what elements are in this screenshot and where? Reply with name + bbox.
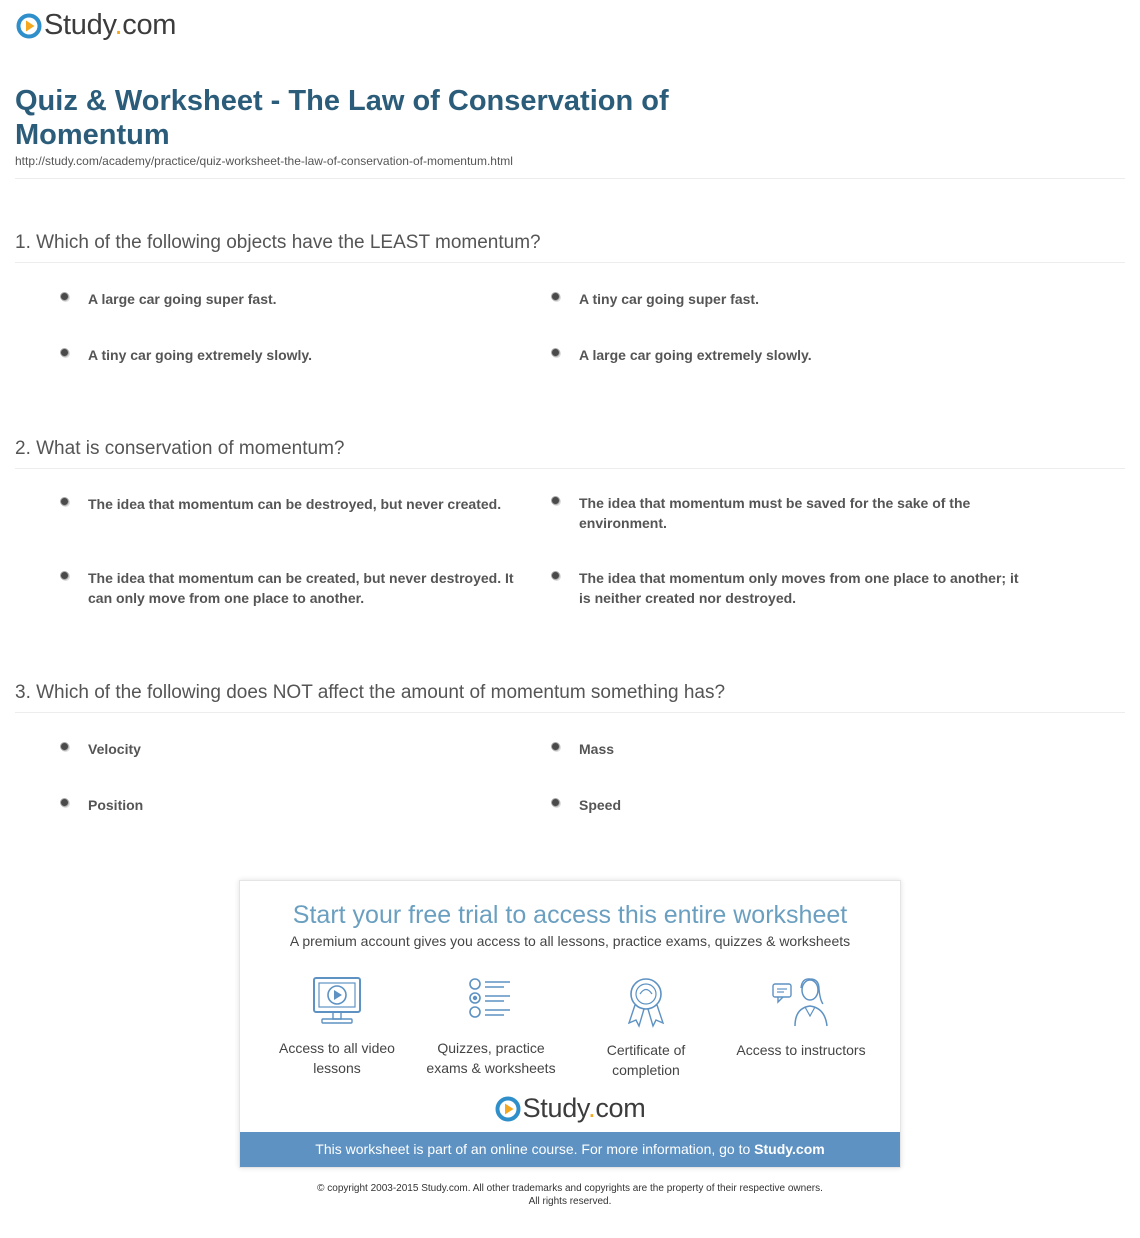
radio-icon[interactable] <box>551 742 560 751</box>
question-3-option-d[interactable] <box>551 795 1021 815</box>
promo-study-logo[interactable] <box>240 1093 900 1124</box>
option-label: The idea that momentum can be destroyed, but never created. <box>88 496 502 512</box>
feature-label: Quizzes, practice exams & worksheets <box>426 1040 556 1076</box>
question-1-text: 1. Which of the following objects have the LEAST momentum? <box>15 232 541 253</box>
promo-headline[interactable]: Start your free trial to access this entire worksheet <box>292 901 848 929</box>
option-label: Mass <box>579 741 615 757</box>
feature-label: Certificate of completion <box>606 1042 686 1078</box>
question-2-option-d[interactable] <box>551 568 1026 608</box>
page-url: http://study.com/academy/practice/quiz-worksheet-the-law-of-conservation-of-momentum.html <box>15 154 513 168</box>
study-logo[interactable] <box>16 9 176 42</box>
radio-icon[interactable] <box>60 497 69 506</box>
option-label: Speed <box>579 797 622 813</box>
option-label: The idea that momentum only moves from one place to another; it is neither created nor destroyed. <box>579 570 1019 606</box>
radio-icon[interactable] <box>551 798 560 807</box>
option-label: The idea that momentum must be saved for the sake of the environment. <box>579 495 971 531</box>
question-1-option-a[interactable] <box>60 289 520 309</box>
divider <box>15 712 1125 713</box>
divider <box>15 262 1125 263</box>
play-circle-logo-icon <box>495 1096 521 1122</box>
copyright-footer <box>0 1182 1140 1208</box>
radio-icon[interactable] <box>60 292 69 301</box>
radio-icon[interactable] <box>551 348 560 357</box>
option-label: A tiny car going super fast. <box>579 291 759 307</box>
option-label: Velocity <box>88 741 141 757</box>
radio-icon[interactable] <box>551 496 560 505</box>
rights-line: All rights reserved. <box>528 1196 612 1207</box>
logo-wordmark: Study.com <box>44 9 177 41</box>
banner-text: This worksheet is part of an online course. For more information, go to <box>315 1141 755 1157</box>
question-2-option-c[interactable] <box>60 568 530 608</box>
option-label: A tiny car going extremely slowly. <box>88 347 313 363</box>
free-trial-promo <box>239 880 901 1168</box>
certificate-icon <box>619 976 673 1028</box>
question-3-option-c[interactable] <box>60 795 520 815</box>
feature-instructors <box>726 976 876 1060</box>
radio-icon[interactable] <box>60 742 69 751</box>
feature-quizzes <box>416 976 566 1078</box>
feature-certificate <box>571 976 721 1080</box>
option-label: The idea that momentum can be created, but never destroyed. It can only move from one place to another. <box>88 570 514 606</box>
quiz-list-icon <box>464 976 518 1026</box>
question-2-option-a[interactable] <box>60 494 520 514</box>
question-1-option-b[interactable] <box>551 289 1021 309</box>
question-3-option-a[interactable] <box>60 739 520 759</box>
radio-icon[interactable] <box>60 348 69 357</box>
instructor-icon <box>771 976 831 1028</box>
option-label: A large car going extremely slowly. <box>579 347 812 363</box>
question-1-option-c[interactable] <box>60 345 520 365</box>
question-2-text: 2. What is conservation of momentum? <box>15 438 345 459</box>
promo-subtitle: A premium account gives you access to all lessons, practice exams, quizzes & worksheets <box>289 933 851 949</box>
question-3-text: 3. Which of the following does NOT affect the amount of momentum something has? <box>15 682 726 703</box>
question-1-option-d[interactable] <box>551 345 1021 365</box>
feature-label: Access to all video lessons <box>279 1040 395 1076</box>
feature-video-lessons <box>262 976 412 1078</box>
question-3-option-b[interactable] <box>551 739 1021 759</box>
divider <box>15 468 1125 469</box>
banner-link[interactable]: Study.com <box>754 1141 825 1157</box>
radio-icon[interactable] <box>551 292 560 301</box>
radio-icon[interactable] <box>60 571 69 580</box>
question-2-option-b[interactable] <box>551 493 991 533</box>
copyright-line: © copyright 2003-2015 Study.com. All other trademarks and copyrights are the property of their respective owners. <box>317 1183 823 1194</box>
radio-icon[interactable] <box>60 798 69 807</box>
video-lesson-icon <box>310 976 364 1026</box>
divider <box>15 178 1125 179</box>
option-label: A large car going super fast. <box>88 291 277 307</box>
option-label: Position <box>88 797 144 813</box>
logo-wordmark: Study.com <box>522 1093 646 1123</box>
course-info-banner[interactable] <box>240 1132 900 1167</box>
page-title: Quiz & Worksheet - The Law of Conservation of Momentum <box>15 85 669 151</box>
feature-label: Access to instructors <box>736 1042 866 1058</box>
radio-icon[interactable] <box>551 571 560 580</box>
play-circle-logo-icon <box>16 13 42 39</box>
